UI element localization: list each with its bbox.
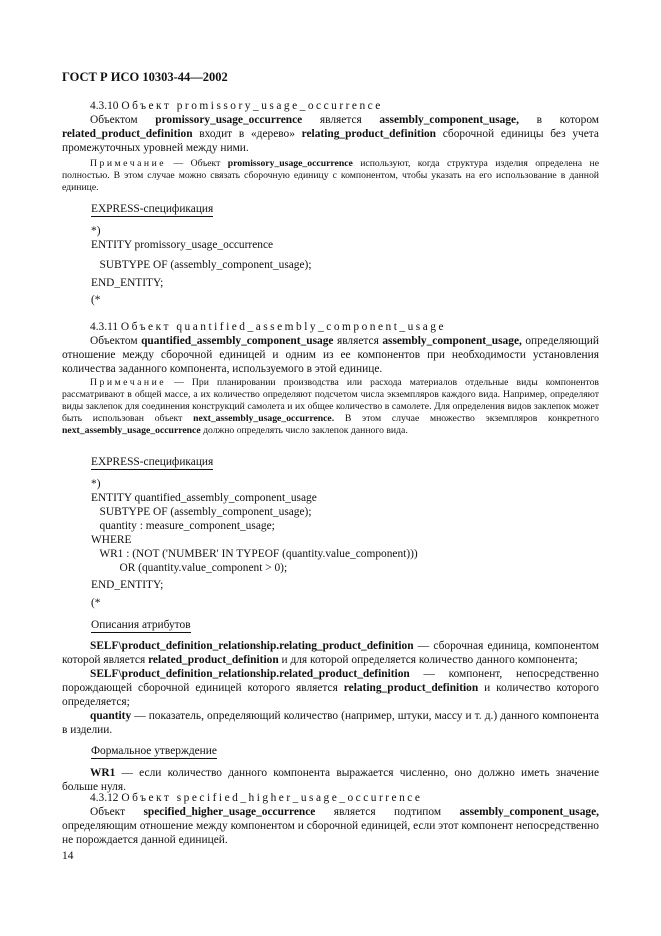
paragraph: Объект specified_higher_usage_occurrence является подтипом assembly_component_usage, определяющим отношение между компонентом и сборочной единицей, если этот компонент непосредственно не порождается данной единицей. [62,806,599,846]
paragraph: Объектом quantified_assembly_component_usage является assembly_component_usage, определяющий отношение между сборочной единицей и одним из ее компонентов при необходимости установления количества заданного компонента, используемого в этой единице. [62,335,599,375]
code-line: WR1 : (NOT ('NUMBER' IN TYPEOF (quantity.value_component))) [91,548,418,560]
attributes-heading: Описания атрибутов [91,619,191,631]
section-4-3-11 [62,320,599,376]
code-line: END_ENTITY; [91,277,164,289]
attribute-item: quantity — показатель, определяющий количество (например, штуки, массу и т. д.) данного компонента в изделии. [62,710,599,736]
section-4-3-10 [62,99,599,155]
code-line: (* [91,597,101,609]
code-line: END_ENTITY; [91,579,164,591]
attribute-item: SELF\product_definition_relationship.related_product_definition — компонент, непосредственно порождающей сборочной единицей которого является relating_product_definition и количество которого определяется; [62,668,600,708]
code-line: quantity : measure_component_usage; [91,520,275,532]
code-line: *) [91,225,101,237]
section-heading: 4.3.11 Объект quantified_assembly_component_usage [90,321,447,333]
page-number: 14 [62,850,74,862]
paragraph: Объектом promissory_usage_occurrence является assembly_component_usage, в котором related_product_definition входит в «дерево» relating_product_definition сборочной единицы без учета промежуточных уровней между ними. [62,114,600,154]
attribute-descriptions [62,639,599,737]
section-heading: 4.3.12 Объект specified_higher_usage_occurrence [90,792,423,804]
express-spec-heading: EXPRESS-спецификация [91,203,214,215]
code-line: SUBTYPE OF (assembly_component_usage); [91,506,312,518]
note-4-3-10: Примечание — Объект promissory_usage_occurrence используют, когда структура изделия определена не полностью. В этом случае можно связать сборочную единицу с компонентом, чтобы указать на его использование в данной единице. [62,158,599,194]
code-line: ENTITY promissory_usage_occurrence [91,239,274,251]
express-spec-heading: EXPRESS-спецификация [91,456,214,468]
formal-statement: WR1 — если количество данного компонента выражается численно, оно должно иметь значение больше нуля. [62,767,599,793]
section-4-3-12 [62,791,599,847]
code-line: OR (quantity.value_component > 0); [91,562,288,574]
code-line: SUBTYPE OF (assembly_component_usage); [91,259,312,271]
code-line: *) [91,478,101,490]
standard-header: ГОСТ Р ИСО 10303-44—2002 [62,70,228,84]
note-4-3-11: Примечание — При планировании производства или расхода материалов отдельные виды компонентов рассматривают в общей массе, а их количество определяют подсчетом числа экземпляров каждого вида. Например, определяют виды заклепок для соединения конструкций самолета и их общее количество в самолете. Для определения видов заклепок может быть использован объект next_assembly_usage_occurrence. В этом случае множество экземпляров конкретного next_assembly_usage_occurrence должно определять число заклепок данного вида. [62,377,599,437]
code-line: (* [91,294,101,306]
formal-statement-heading: Формальное утверждение [91,745,217,757]
attribute-item: SELF\product_definition_relationship.relating_product_definition — сборочная единица, компонентом которой является related_product_definition и для которой определяется количество данного компонента; [62,640,599,666]
code-line: ENTITY quantified_assembly_component_usage [91,492,317,504]
section-heading: 4.3.10 Объект promissory_usage_occurrence [90,100,383,112]
code-line: WHERE [91,534,132,546]
